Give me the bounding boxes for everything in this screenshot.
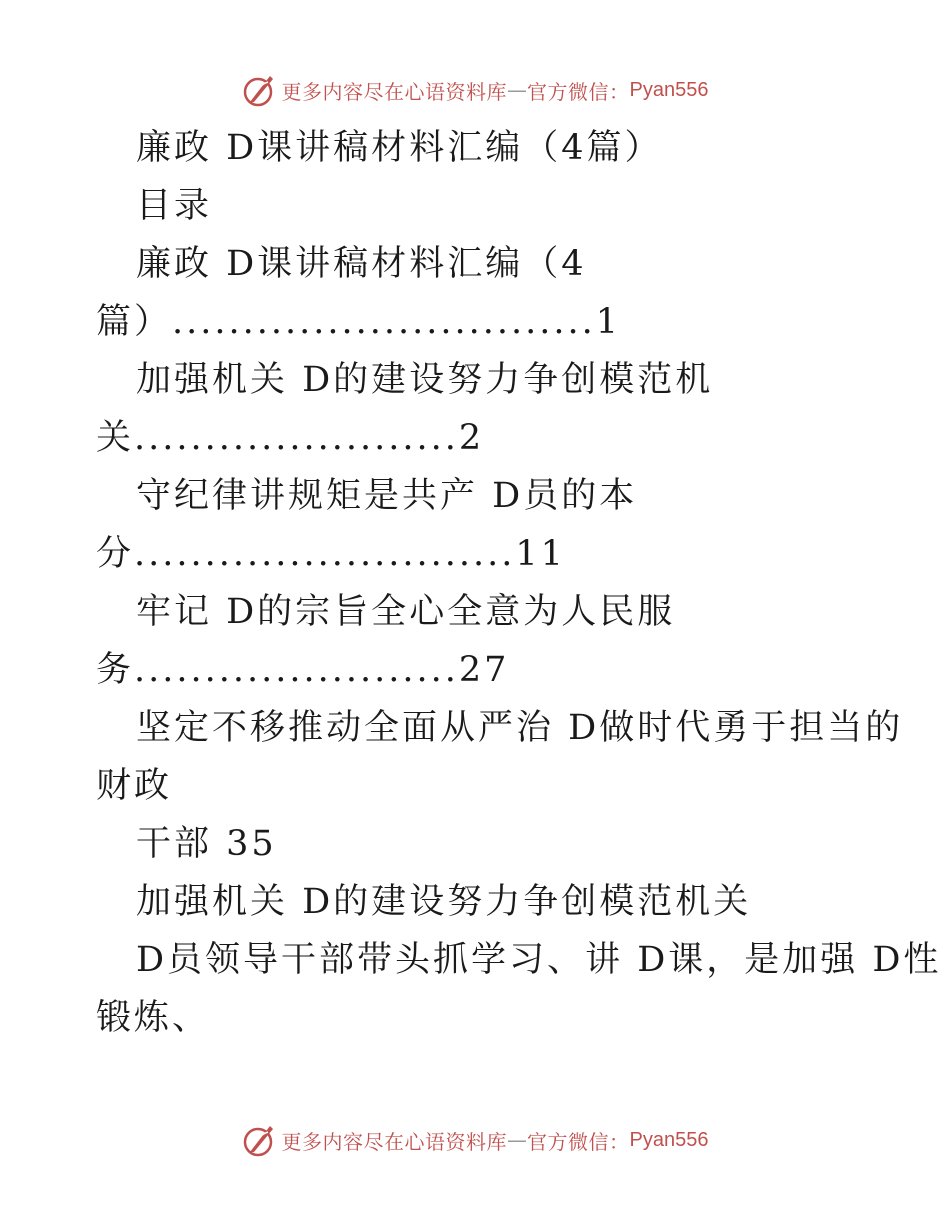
paragraph-line: D员领导干部带头抓学习、讲 D课，是加强 D性 <box>136 940 942 980</box>
quill-logo-icon <box>242 72 278 108</box>
toc-entry-title: 守纪律讲规矩是共产 D员的本 <box>136 476 638 516</box>
document-body <box>96 122 942 1050</box>
watermark-header <box>0 70 950 110</box>
toc-entry[interactable] <box>96 354 866 470</box>
toc-heading: 目录 <box>136 186 213 226</box>
toc-entry-extra: 干部 35 <box>136 824 277 864</box>
toc-entry-page: 篇）..............................1 <box>96 302 622 342</box>
toc-entry[interactable] <box>96 238 866 354</box>
toc-entry-title: 牢记 D的宗旨全心全意为人民服 <box>136 592 676 632</box>
watermark-separator: — <box>507 1128 528 1152</box>
quill-logo-icon <box>242 1122 278 1158</box>
toc-entry-title: 坚定不移推动全面从严治 D做时代勇于担当的 <box>136 708 904 748</box>
watermark-text: 更多内容尽在心语资料库 <box>281 79 508 104</box>
watermark-suffix: 官方微信： <box>527 79 630 104</box>
toc-entry-page: 关.......................2 <box>96 418 485 458</box>
watermark-suffix: 官方微信： <box>527 1129 630 1154</box>
toc-entry-page: 务.......................27 <box>96 650 510 690</box>
watermark-id: Pyan556 <box>629 78 709 101</box>
watermark-footer <box>0 1120 950 1160</box>
paragraph-line: 锻炼、 <box>96 998 211 1038</box>
document-title: 廉政 D课讲稿材料汇编（4篇） <box>136 128 663 168</box>
toc-entry-title: 加强机关 D的建设努力争创模范机 <box>136 360 714 400</box>
watermark-text: 更多内容尽在心语资料库 <box>281 1129 508 1154</box>
watermark-id: Pyan556 <box>629 1128 709 1151</box>
toc-entry-title: 廉政 D课讲稿材料汇编（4 <box>136 244 587 284</box>
toc-entry[interactable] <box>96 586 866 702</box>
watermark-separator: — <box>507 78 528 102</box>
toc-entry-page: 分...........................11 <box>96 534 566 574</box>
toc-entry-continuation: 财政 <box>96 766 173 806</box>
toc-entry[interactable] <box>96 702 904 818</box>
section-title: 加强机关 D的建设努力争创模范机关 <box>136 882 752 922</box>
toc-entry[interactable] <box>96 470 866 586</box>
